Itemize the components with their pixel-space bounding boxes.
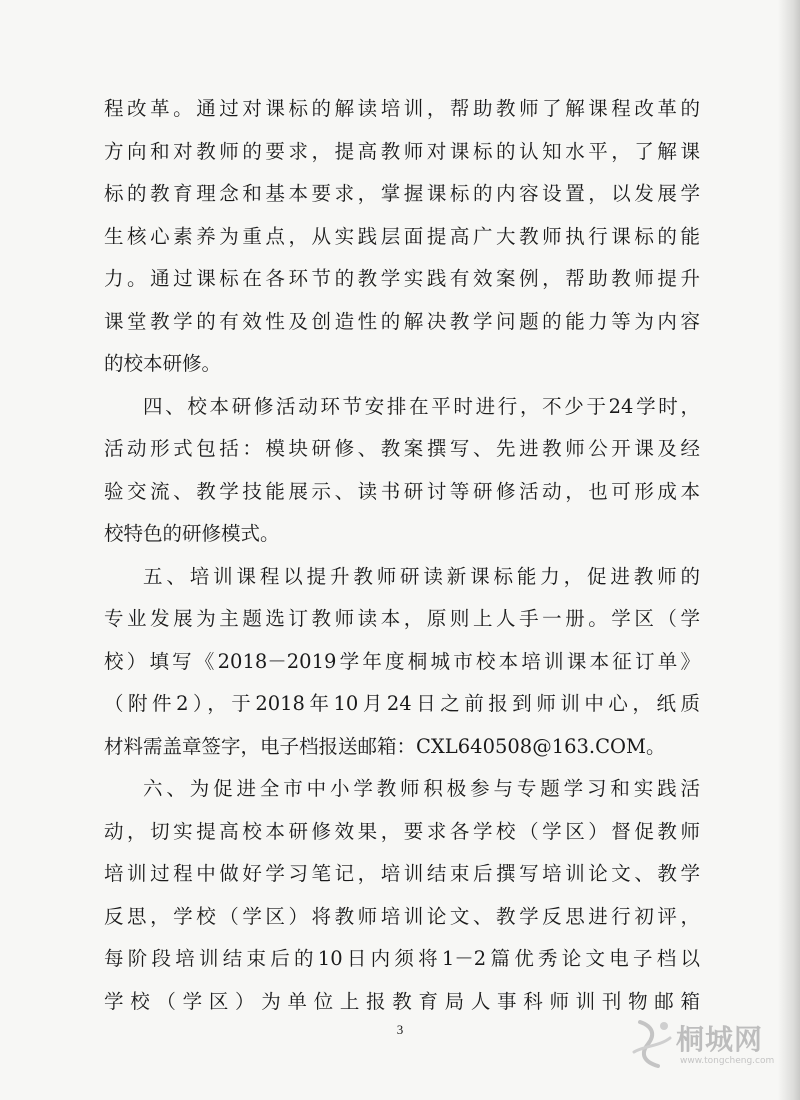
- text-line: （附件2），于2018年10月24日之前报到师训中心，纸质: [104, 692, 700, 715]
- watermark-logo-icon: [630, 1016, 678, 1074]
- text-line: 材料需盖章签字，电子档报送邮箱：CXL640508@163.COM。: [104, 735, 666, 758]
- text-line: 程改革。通过对课标的解读培训，帮助教师了解课程改革的: [104, 97, 700, 120]
- page-number: 3: [396, 1022, 404, 1037]
- text-line: 动，切实提高校本研修效果，要求各学校（学区）督促教师: [104, 820, 700, 843]
- text-line: 六、为促进全市中小学教师积极参与专题学习和实践活: [143, 777, 700, 800]
- text-line: 验交流、教学技能展示、读书研讨等研修活动，也可形成本: [104, 480, 700, 503]
- text-line: 方向和对教师的要求，提高教师对课标的认知水平，了解课: [104, 140, 700, 163]
- text-line: 五、培训课程以提升教师研读新课标能力，促进教师的: [143, 565, 700, 588]
- text-line: 标的教育理念和基本要求，掌握课标的内容设置，以发展学: [104, 182, 700, 205]
- text-line: 反思，学校（学区）将教师培训论文、教学反思进行初评，: [104, 905, 700, 928]
- text-line: 力。通过课标在各环节的教学实践有效案例，帮助教师提升: [104, 267, 700, 290]
- text-line: 每阶段培训结束后的10日内须将1－2篇优秀论文电子档以: [104, 947, 700, 970]
- text-line: 培训过程中做好学习笔记，培训结束后撰写培训论文、教学: [104, 862, 700, 885]
- watermark-text: 桐城网: [676, 1023, 764, 1056]
- text-line: 专业发展为主题选订教师读本，原则上人手一册。学区（学: [104, 607, 700, 630]
- text-line: 学校（学区）为单位上报教育局人事科师训刊物邮箱: [104, 990, 700, 1013]
- text-line: 课堂教学的有效性及创造性的解决教学问题的能力等为内容: [104, 310, 700, 333]
- text-line: 的校本研修。: [104, 352, 222, 375]
- text-line: 活动形式包括：模块研修、教案撰写、先进教师公开课及经: [104, 437, 700, 460]
- text-line: 四、校本研修活动环节安排在平时进行，不少于24学时，: [143, 395, 700, 418]
- watermark-url: www.tongcheng.com: [680, 1056, 775, 1066]
- text-line: 校特色的研修模式。: [104, 522, 280, 545]
- text-line: 校）填写《2018－2019学年度桐城市校本培训课本征订单》: [104, 650, 700, 673]
- text-line: 生核心素养为重点，从实践层面提高广大教师执行课标的能: [104, 225, 700, 248]
- site-watermark: [630, 1016, 775, 1078]
